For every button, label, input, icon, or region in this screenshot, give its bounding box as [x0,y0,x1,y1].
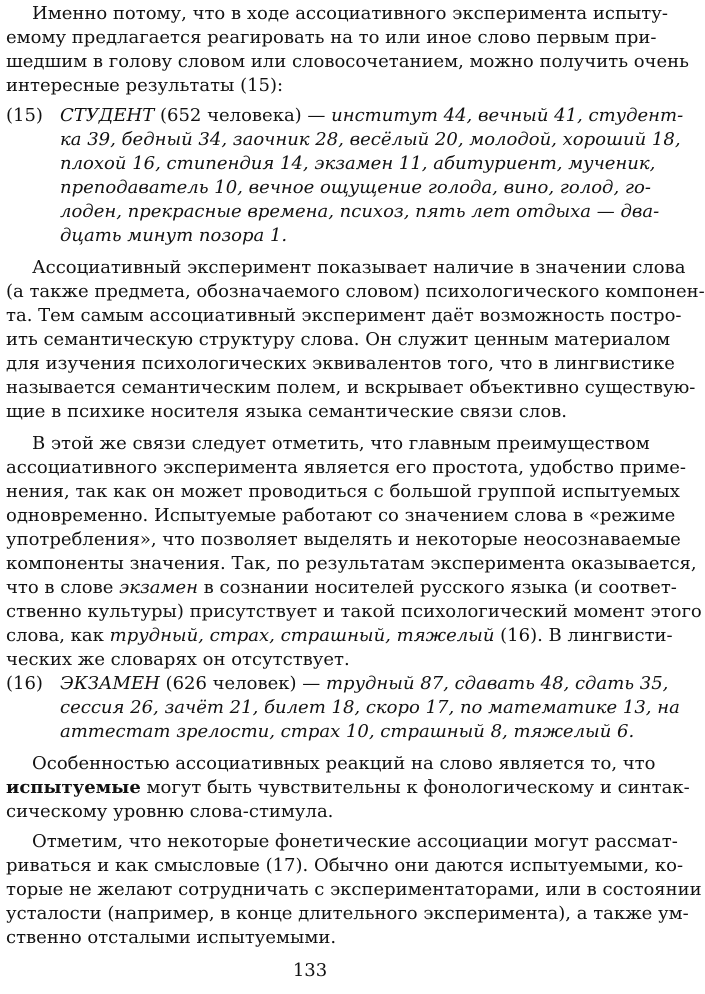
text-run: (16). В лингвисти- [494,625,673,646]
text-line: Ассоциативный эксперимент показывает наличие в значении слова [32,257,686,278]
italic-term: трудный, страх, страшный, тяжелый [109,625,495,646]
text-line: та. Тем самым ассоциативный эксперимент даёт возможность постро- [6,305,682,326]
text-line: ственно отсталыми испытуемыми. [6,927,337,948]
bold-term: испытуемые [6,777,141,798]
text-line: шедшим в голову словом или словосочетанием, можно получить очень [6,51,689,72]
example-body [60,104,684,248]
text-line: щие в психике носителя языка семантические связи слов. [6,401,568,422]
text-line: ственно культуры) присутствует и такой психологический момент этого [6,601,702,622]
paragraph-2 [6,256,705,424]
text-line: преподаватель 10, вечное ощущение голода, вино, голод, го- [60,177,651,198]
respondent-count: (652 человека) — [154,105,332,126]
italic-term: экзамен [119,577,198,598]
text-line [6,576,677,600]
text-run: в сознании носителей русского языка (и соответ- [197,577,677,598]
text-line: нения, так как он может проводиться с большой группой испытуемых [6,481,680,502]
text-line: ить семантическую структуру слова. Он служит ценным материалом [6,329,671,350]
text-line [6,624,673,648]
text-line: ческих же словарях он отсутствует. [6,649,350,670]
text-line: (а также предмета, обозначаемого словом) психологического компонен- [6,281,705,302]
stimulus-word: СТУДЕНТ [60,105,155,126]
example-body [60,672,680,744]
text-line: сессия 26, зачёт 21, билет 18, скоро 17, по математике 13, на [60,697,680,718]
stimulus-word: ЭКЗАМЕН [60,673,160,694]
paragraph-4 [6,752,690,824]
text-run: слова, как [6,625,110,646]
text-line: сическому уровню слова-стимула. [6,801,334,822]
text-line: В этой же связи следует отметить, что главным преимуществом [32,433,650,454]
text-run: могут быть чувствительны к фонологическому и синтак- [140,777,690,798]
text-line: дцать минут позора 1. [60,225,288,246]
text-line: называется семантическим полем, и вскрывает объективно существую- [6,377,696,398]
example-number: (16) [6,673,43,694]
page-number: 133 [292,960,328,981]
text-line: употребления», что позволяет выделять и некоторые неосознаваемые [6,529,681,550]
text-line: лоден, прекрасные времена, психоз, пять лет отдыха — два- [60,201,660,222]
text-line: емому предлагается реагировать на то или иное слово первым при- [6,27,657,48]
responses: трудный 87, сдавать 48, сдать 35, [325,673,669,694]
text-line: Особенностью ассоциативных реакций на слово является то, что [32,753,656,774]
text-line: усталости (например, в конце длительного эксперимента), а также ум- [6,903,689,924]
text-line: плохой 16, стипендия 14, экзамен 11, абитуриент, мученик, [60,153,656,174]
example-number: (15) [6,105,43,126]
text-run: что в слове [6,577,120,598]
text-line [60,104,684,128]
responses: институт 44, вечный 41, студент- [331,105,684,126]
text-line: аттестат зрелости, страх 10, страшный 8, тяжелый 6. [60,721,635,742]
text-line: ка 39, бедный 34, заочник 28, весёлый 20, молодой, хороший 18, [60,129,681,150]
example-15 [6,104,684,248]
text-line: риваться и как смысловые (17). Обычно они даются испытуемыми, ко- [6,855,684,876]
text-line: Отметим, что некоторые фонетические ассоциации могут рассмат- [32,831,678,852]
paragraph-3 [6,432,702,672]
text-line: торые не желают сотрудничать с экспериментаторами, или в состоянии [6,879,702,900]
paragraph-1 [6,2,689,98]
text-line: Именно потому, что в ходе ассоциативного эксперимента испыту- [32,3,668,24]
text-line: компоненты значения. Так, по результатам эксперимента оказывается, [6,553,697,574]
text-line [6,776,690,800]
text-line: интересные результаты (15): [6,75,284,96]
text-line [60,672,669,696]
text-line: одновременно. Испытуемые работают со значением слова в «режиме [6,505,676,526]
text-line: ассоциативного эксперимента является его простота, удобство приме- [6,457,686,478]
text-line: для изучения психологических эквивалентов того, что в лингвистике [6,353,675,374]
respondent-count: (626 человек) — [159,673,326,694]
paragraph-5 [6,830,702,950]
example-16 [6,672,680,744]
